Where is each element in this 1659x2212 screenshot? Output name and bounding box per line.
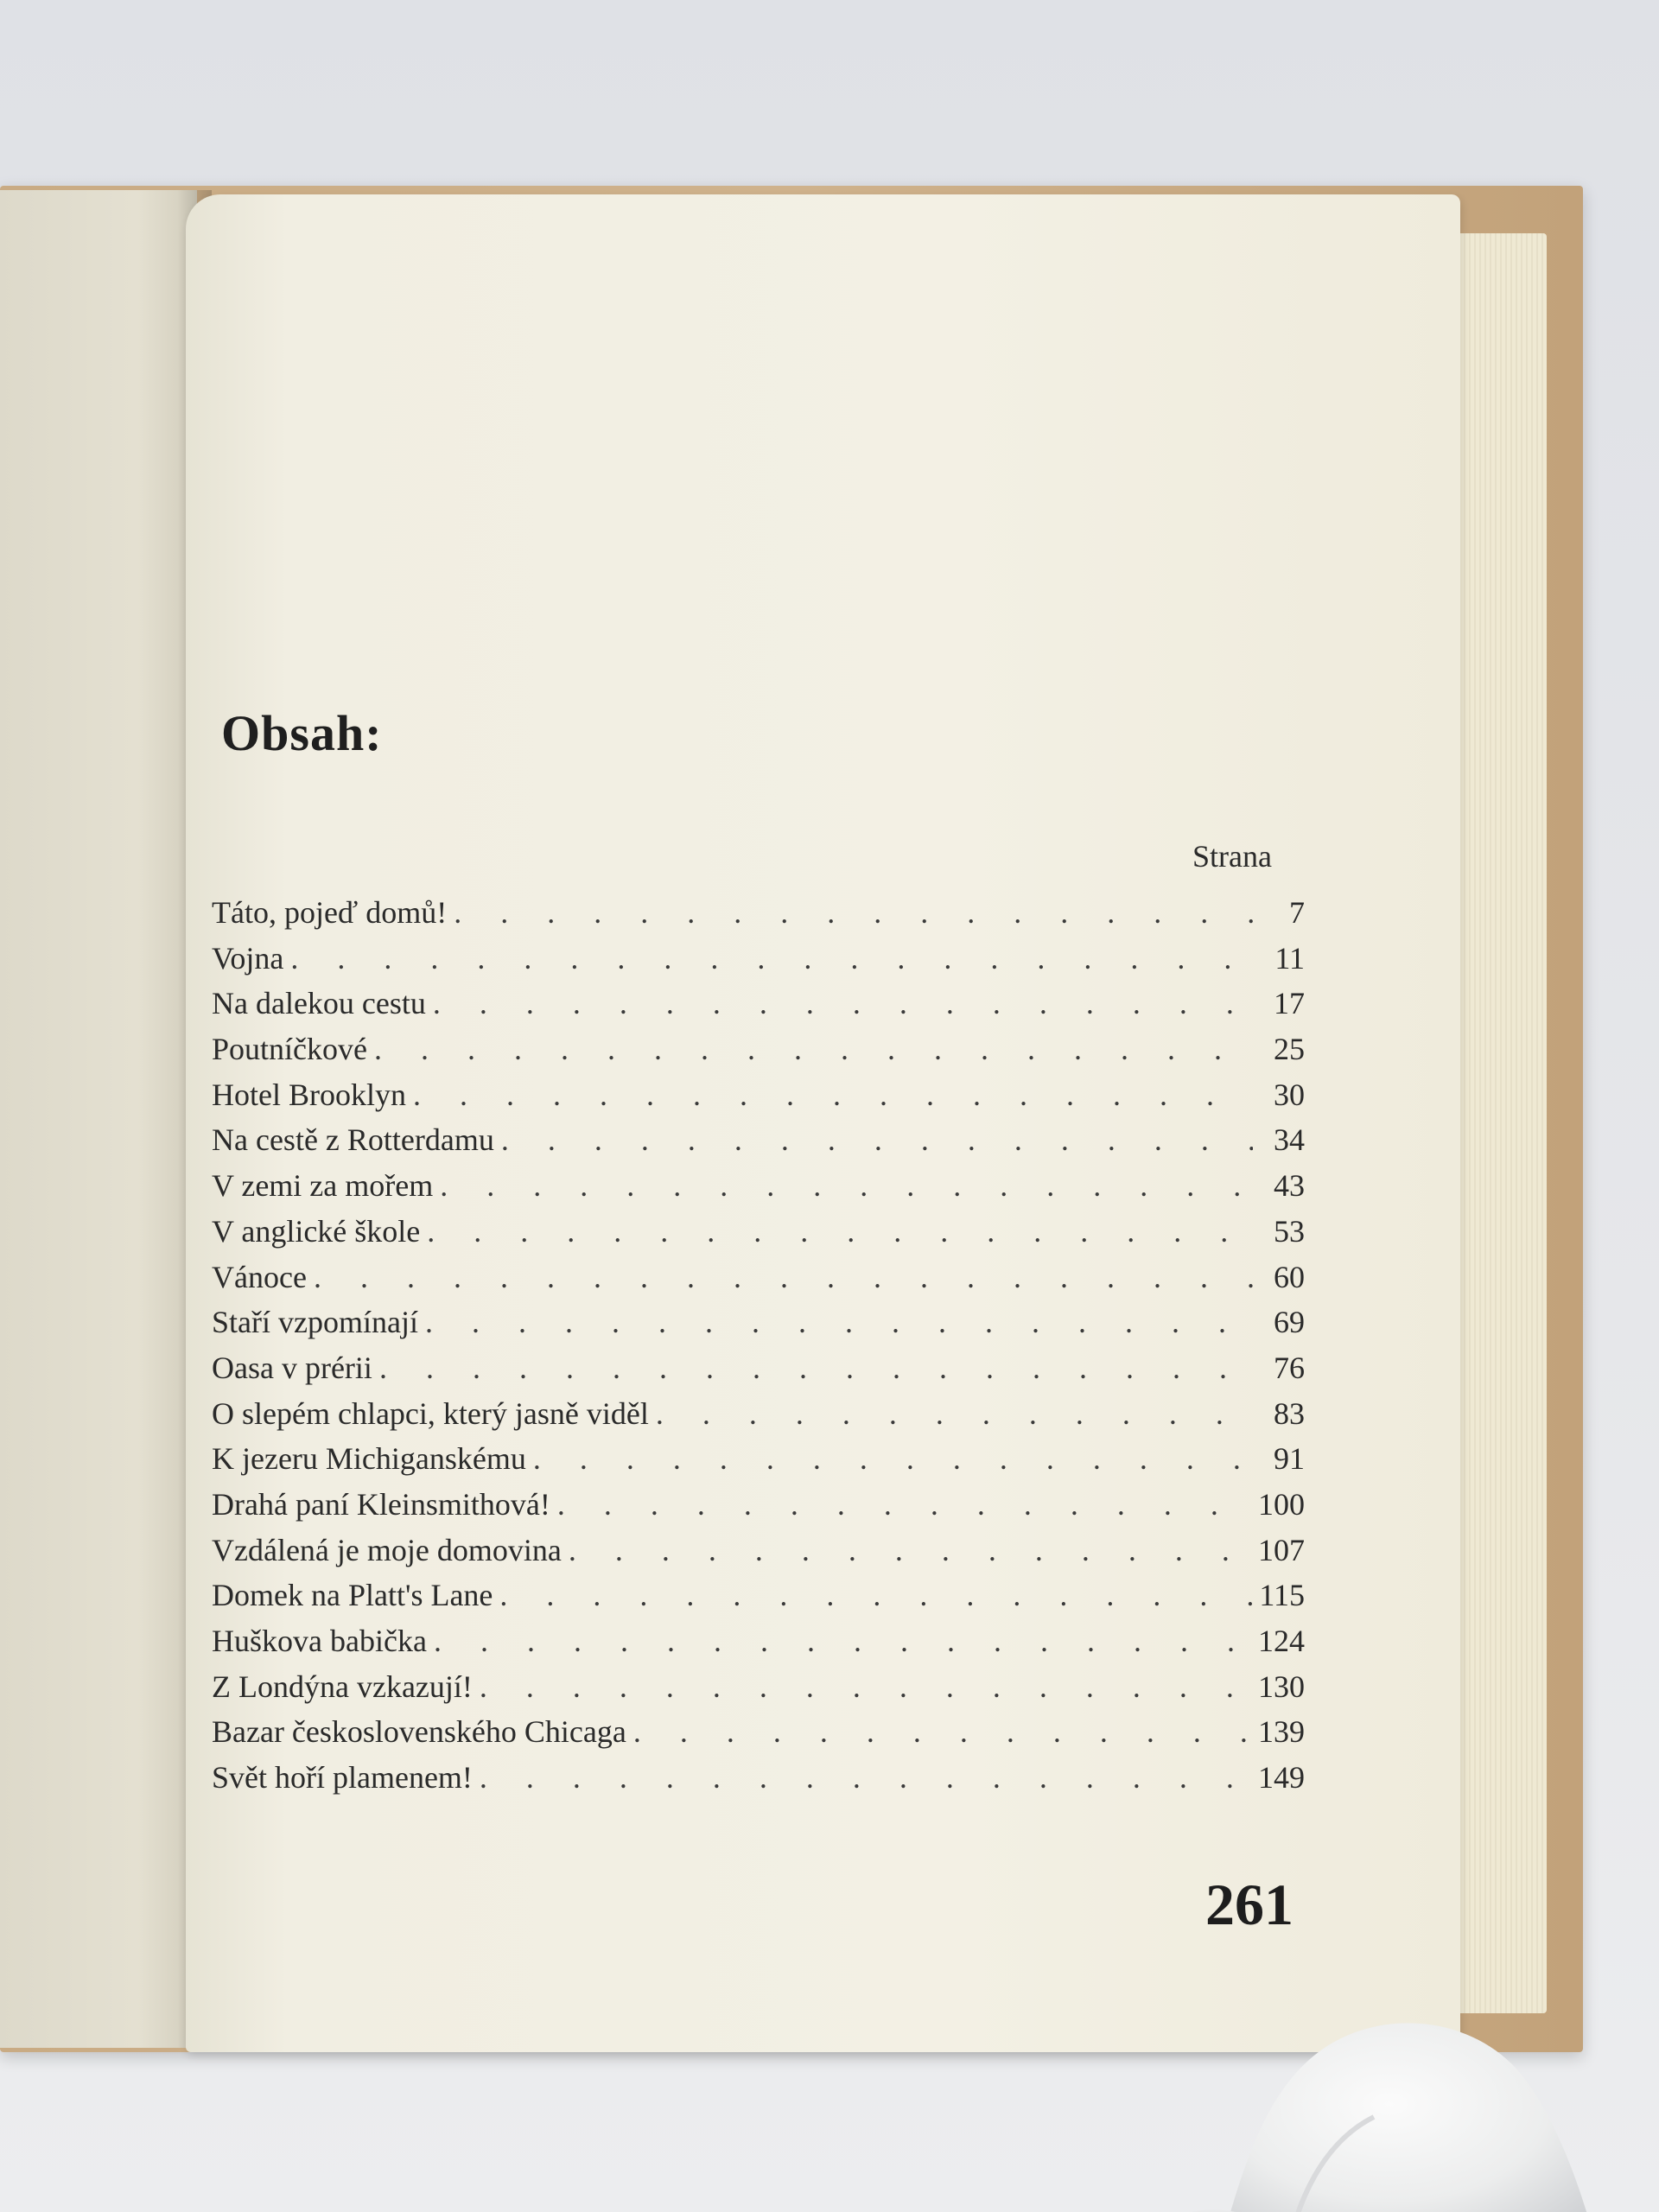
toc-entry-title: Oasa v prérii [212, 1350, 372, 1385]
toc-dot-leader [433, 981, 1253, 1027]
toc-entry [212, 1755, 1305, 1801]
toc-dot-leader [656, 1391, 1253, 1437]
toc-entry-page-number: 60 [1274, 1259, 1305, 1294]
toc-entry-page-number: 43 [1274, 1168, 1305, 1204]
toc-entry-title: Hotel Brooklyn [212, 1077, 406, 1112]
toc-entry-page-number: 107 [1258, 1532, 1305, 1567]
toc-entry-title: V zemi za mořem [212, 1168, 434, 1204]
toc-entry-title: Vzdálená je moje domovina [212, 1532, 562, 1567]
toc-entry-title: Bazar československého Chicaga [212, 1714, 626, 1750]
toc-entry [212, 1482, 1305, 1528]
toc-dot-leader [480, 1755, 1253, 1801]
toc-entry-title: Poutníčkové [212, 1032, 367, 1067]
toc-entry [212, 1391, 1305, 1437]
toc-entry [212, 1709, 1305, 1755]
toc-entry-title: Na dalekou cestu [212, 986, 426, 1021]
toc-entry-page-number: 124 [1258, 1624, 1305, 1658]
toc-dot-leader [533, 1436, 1253, 1482]
toc-entry-page-number: 83 [1274, 1395, 1305, 1431]
toc-entry [212, 1664, 1305, 1710]
toc-entry-title: Drahá paní Kleinsmithová! [212, 1486, 550, 1522]
toc-dot-leader [440, 1163, 1253, 1209]
toc-dot-leader [425, 1300, 1253, 1345]
toc-entry-page-number: 130 [1258, 1669, 1305, 1704]
toc-entry-title: Táto, pojeď domů! [212, 895, 448, 930]
toc-dot-leader [499, 1573, 1253, 1618]
toc-column-header: Strana [1192, 839, 1272, 874]
toc-list [212, 890, 1305, 1801]
toc-entry-page-number: 76 [1274, 1350, 1305, 1385]
toc-title: Obsah: [221, 705, 383, 761]
toc-dot-leader [633, 1709, 1253, 1755]
toc-entry-page-number: 25 [1274, 1032, 1305, 1067]
toc-entry-page-number: 30 [1274, 1077, 1305, 1112]
toc-dot-leader [427, 1209, 1253, 1255]
toc-entry [212, 1209, 1305, 1255]
toc-entry [212, 890, 1305, 936]
toc-dot-leader [374, 1027, 1253, 1072]
toc-entry-page-number: 69 [1274, 1305, 1305, 1340]
toc-entry-page-number: 34 [1274, 1122, 1305, 1158]
toc-entry-title: Huškova babička [212, 1624, 427, 1658]
toc-dot-leader [501, 1117, 1253, 1163]
toc-entry-title: Vojna [212, 940, 284, 976]
toc-entry-title: Na cestě z Rotterdamu [212, 1122, 494, 1158]
toc-dot-leader [454, 890, 1253, 936]
toc-entry-page-number: 17 [1274, 986, 1305, 1021]
toc-entry-title: Domek na Platt's Lane [212, 1578, 493, 1613]
toc-entry-title: Z Londýna vzkazují! [212, 1669, 473, 1704]
toc-entry [212, 1345, 1305, 1391]
toc-entry-title: K jezeru Michiganskému [212, 1441, 526, 1477]
toc-entry-page-number: 100 [1258, 1486, 1305, 1522]
toc-dot-leader [290, 936, 1253, 982]
toc-entry [212, 1163, 1305, 1209]
toc-dot-leader [413, 1072, 1253, 1118]
toc-entry [212, 936, 1305, 982]
toc-entry-page-number: 7 [1289, 895, 1305, 930]
toc-entry [212, 1618, 1305, 1664]
toc-dot-leader [434, 1618, 1253, 1664]
toc-entry [212, 981, 1305, 1027]
left-facing-page [0, 190, 197, 2048]
toc-entry-title: O slepém chlapci, který jasně viděl [212, 1395, 649, 1431]
toc-entry-page-number: 115 [1259, 1578, 1305, 1613]
toc-entry [212, 1436, 1305, 1482]
toc-entry-page-number: 139 [1258, 1714, 1305, 1750]
toc-dot-leader [379, 1345, 1253, 1391]
toc-dot-leader [480, 1664, 1253, 1710]
toc-dot-leader [557, 1482, 1253, 1528]
toc-entry [212, 1255, 1305, 1300]
toc-dot-leader [569, 1528, 1253, 1573]
toc-entry [212, 1300, 1305, 1345]
toc-entry-title: Staří vzpomínají [212, 1305, 418, 1340]
toc-entry [212, 1528, 1305, 1573]
toc-dot-leader [314, 1255, 1253, 1300]
toc-entry-page-number: 11 [1274, 940, 1305, 976]
toc-entry-page-number: 91 [1274, 1441, 1305, 1477]
toc-entry-title: V anglické škole [212, 1213, 421, 1249]
toc-entry-page-number: 149 [1258, 1760, 1305, 1796]
toc-entry [212, 1027, 1305, 1072]
toc-entry-title: Vánoce [212, 1259, 307, 1294]
toc-entry-title: Svět hoří plamenem! [212, 1760, 473, 1796]
page-number: 261 [1205, 1872, 1294, 1937]
toc-entry [212, 1573, 1305, 1618]
toc-entry [212, 1072, 1305, 1118]
toc-entry-page-number: 53 [1274, 1213, 1305, 1249]
toc-entry [212, 1117, 1305, 1163]
